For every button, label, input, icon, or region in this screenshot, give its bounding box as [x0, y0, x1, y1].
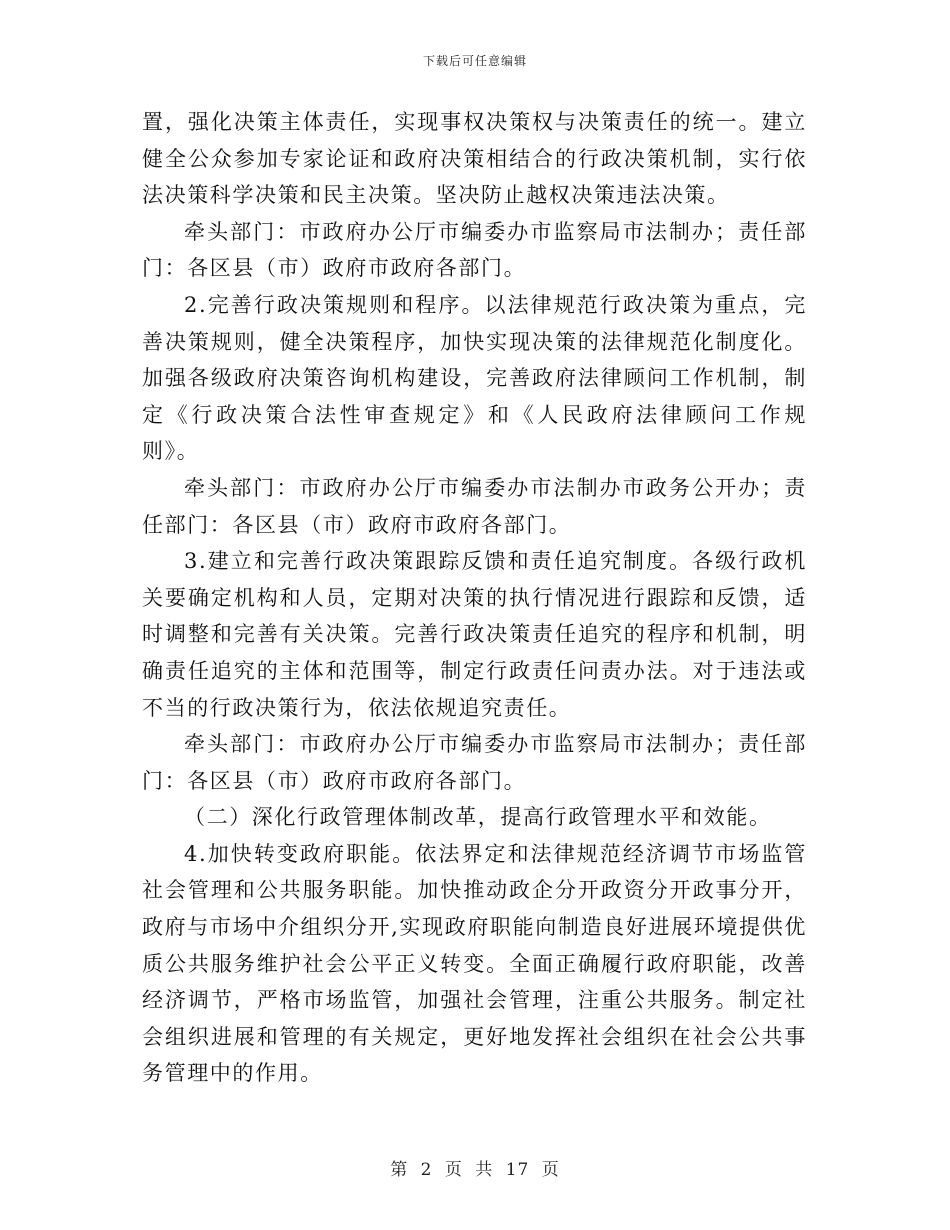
paragraph-1: 置，强化决策主体责任，实现事权决策权与决策责任的统一。建立健全公众参加专家论证和政府决策相结合的行政决策机制，实行依法决策科学决策和民主决策。坚决防止越权决策违法决策。	[142, 110, 807, 208]
paragraph-7: （二）深化行政管理体制改革，提高行政管理水平和效能。	[184, 805, 772, 830]
page-header: 下载后可任意编辑	[422, 54, 527, 68]
paragraph-5: 3.建立和完善行政决策跟踪反馈和责任追究制度。各级行政机关要确定机构和人员，定期对决策的执行情况进行跟踪和反馈，适时调整和完善有关决策。完善行政决策责任追究的程序和机制，明确责任追究的主体和范围等，制定行政责任问责办法。对于违法或不当的行政决策行为，依法依规追究责任。	[142, 549, 807, 720]
paragraph-4: 牵头部门：市政府办公厅市编委办市法制办市政务公开办；责任部门：各区县（市）政府市政府各部门。	[142, 475, 807, 537]
document-body	[142, 104, 807, 1092]
paragraph-6: 牵头部门：市政府办公厅市编委办市监察局市法制办；责任部门：各区县（市）政府市政府各部门。	[142, 732, 807, 793]
paragraph-3: 2.完善行政决策规则和程序。以法律规范行政决策为重点，完善决策规则，健全决策程序，加快实现决策的法律规范化制度化。加强各级政府决策咨询机构建设，完善政府法律顾问工作机制，制定《行政决策合法性审查规定》和《人民政府法律顾问工作规则》。	[142, 292, 807, 464]
page-footer: 第 2 页 共 17 页	[390, 1160, 560, 1180]
paragraph-8: 4.加快转变政府职能。依法界定和法律规范经济调节市场监管社会管理和公共服务职能。加快推动政企分开政资分开政事分开，政府与市场中介组织分开,实现政府职能向制造良好进展环境提供优质公共服务维护社会公平正义转变。全面正确履行政府职能，改善经济调节，严格市场监管，加强社会管理，注重公共服务。制定社会组织进展和管理的有关规定，更好地发挥社会组织在社会公共事务管理中的作用。	[142, 841, 807, 1086]
paragraph-2: 牵头部门：市政府办公厅市编委办市监察局市法制办；责任部门：各区县（市）政府市政府各部门。	[142, 219, 807, 281]
